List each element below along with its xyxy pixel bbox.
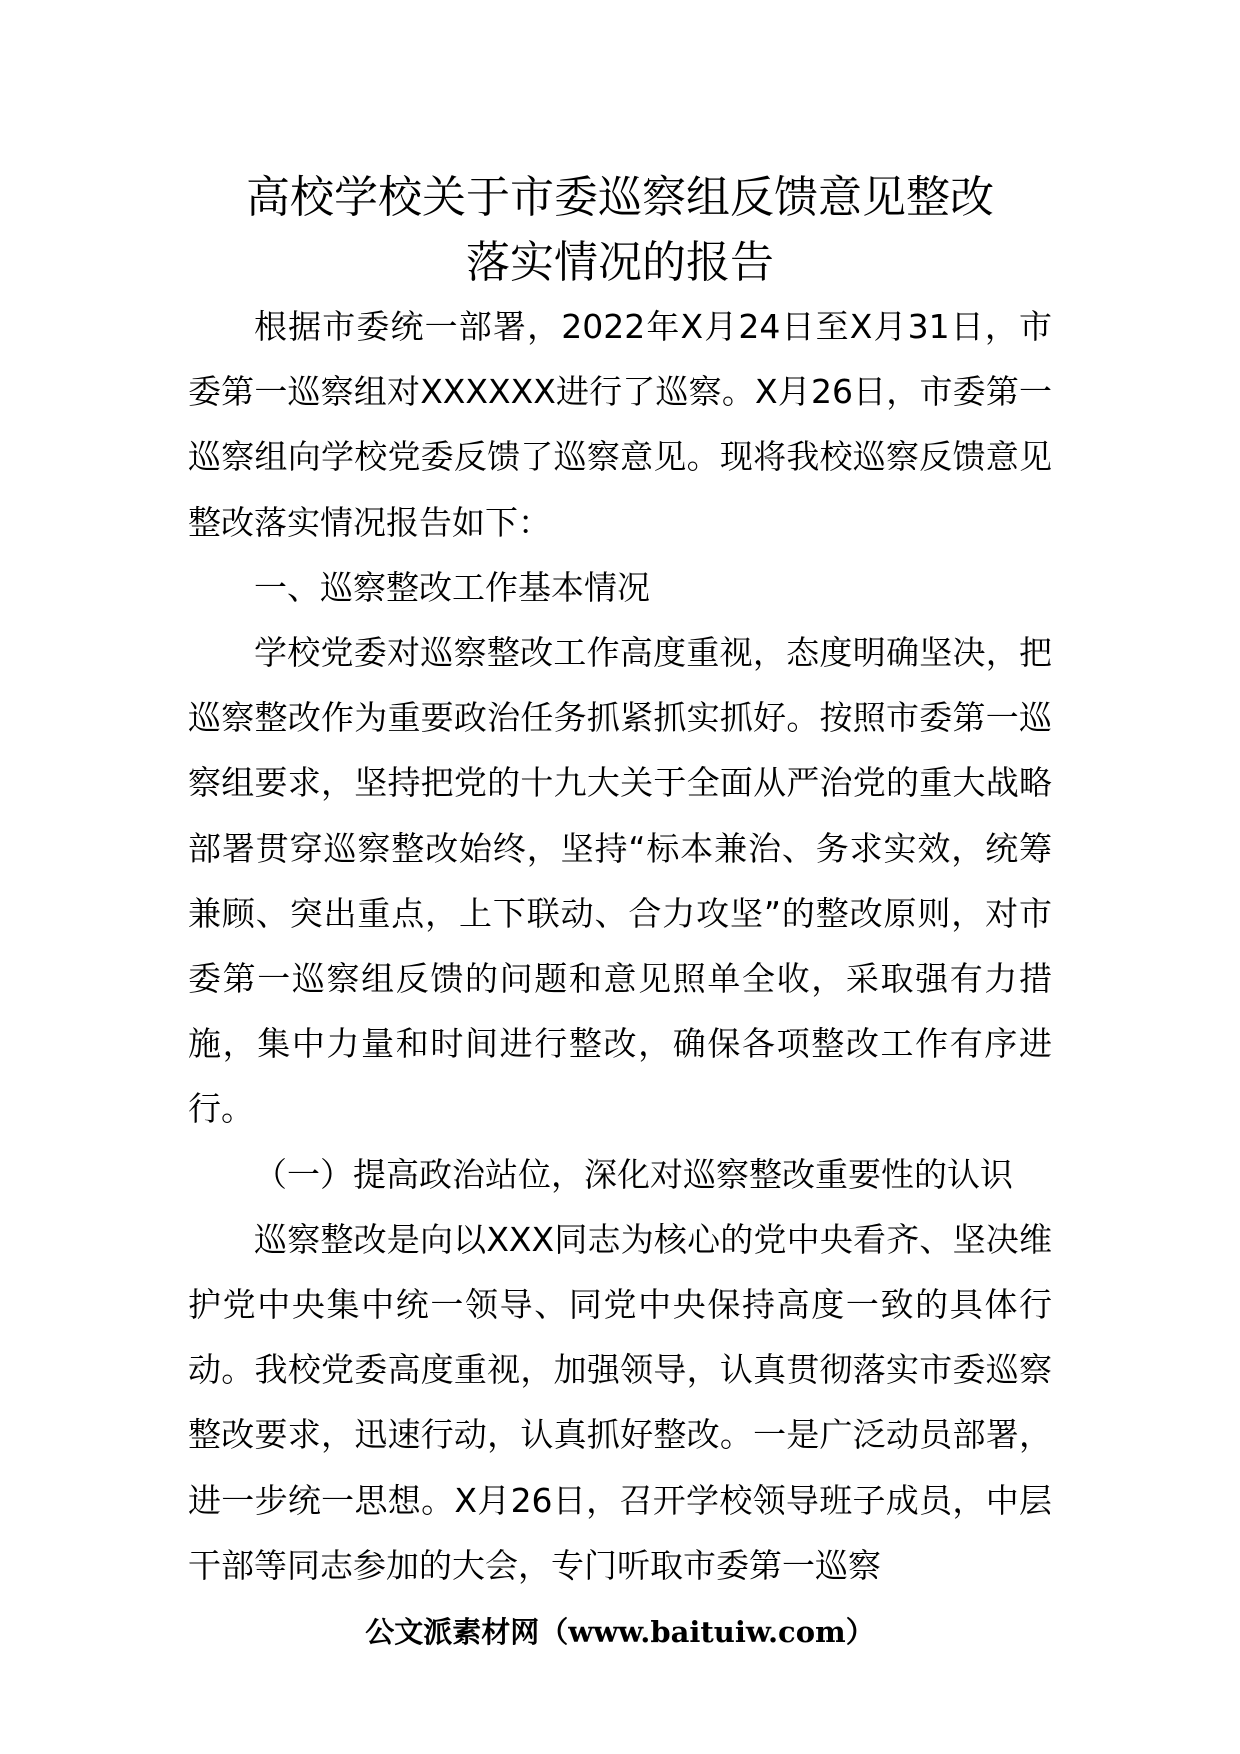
paragraph-intro: 根据市委统一部署，2022年X月24日至X月31日，市委第一巡察组对XXXXXX进行了巡察。X月26日，市委第一巡察组向学校党委反馈了巡察意见。现将我校巡察反馈意见整改落实情况报告如下： (188, 307, 1052, 542)
subsection-heading-1: （一）提高政治站位，深化对巡察整改重要性的认识 (254, 1154, 1013, 1194)
paragraph-political-position: 巡察整改是向以XXX同志为核心的党中央看齐、坚决维护党中央集中统一领导、同党中央保持高度一致的具体行动。我校党委高度重视，加强领导，认真贯彻落实市委巡察整改要求，迅速行动，认真抓好整改。一是广泛动员部署，进一步统一思想。X月26日，召开学校领导班子成员，中层干部等同志参加的大会，专门听取市委第一巡察 (188, 1219, 1052, 1585)
paragraph-overview: 学校党委对巡察整改工作高度重视，态度明确坚决，把巡察整改作为重要政治任务抓紧抓实抓好。按照市委第一巡察组要求，坚持把党的十九大关于全面从严治党的重大战略部署贯穿巡察整改始终，坚持“标本兼治、务求实效，统筹兼顾、突出重点，上下联动、合力攻坚”的整改原则，对市委第一巡察组反馈的问题和意见照单全收，采取强有力措施，集中力量和时间进行整改，确保各项整改工作有序进行。 (188, 633, 1052, 1129)
document-title-line-1: 高校学校关于市委巡察组反馈意见整改 (246, 172, 994, 223)
document-body (188, 294, 1052, 1598)
section-heading-1: 一、巡察整改工作基本情况 (254, 567, 650, 607)
footer-watermark: 公文派素材网（www.baituiw.com） (365, 1615, 875, 1649)
document-title-line-2: 落实情况的报告 (466, 237, 774, 288)
